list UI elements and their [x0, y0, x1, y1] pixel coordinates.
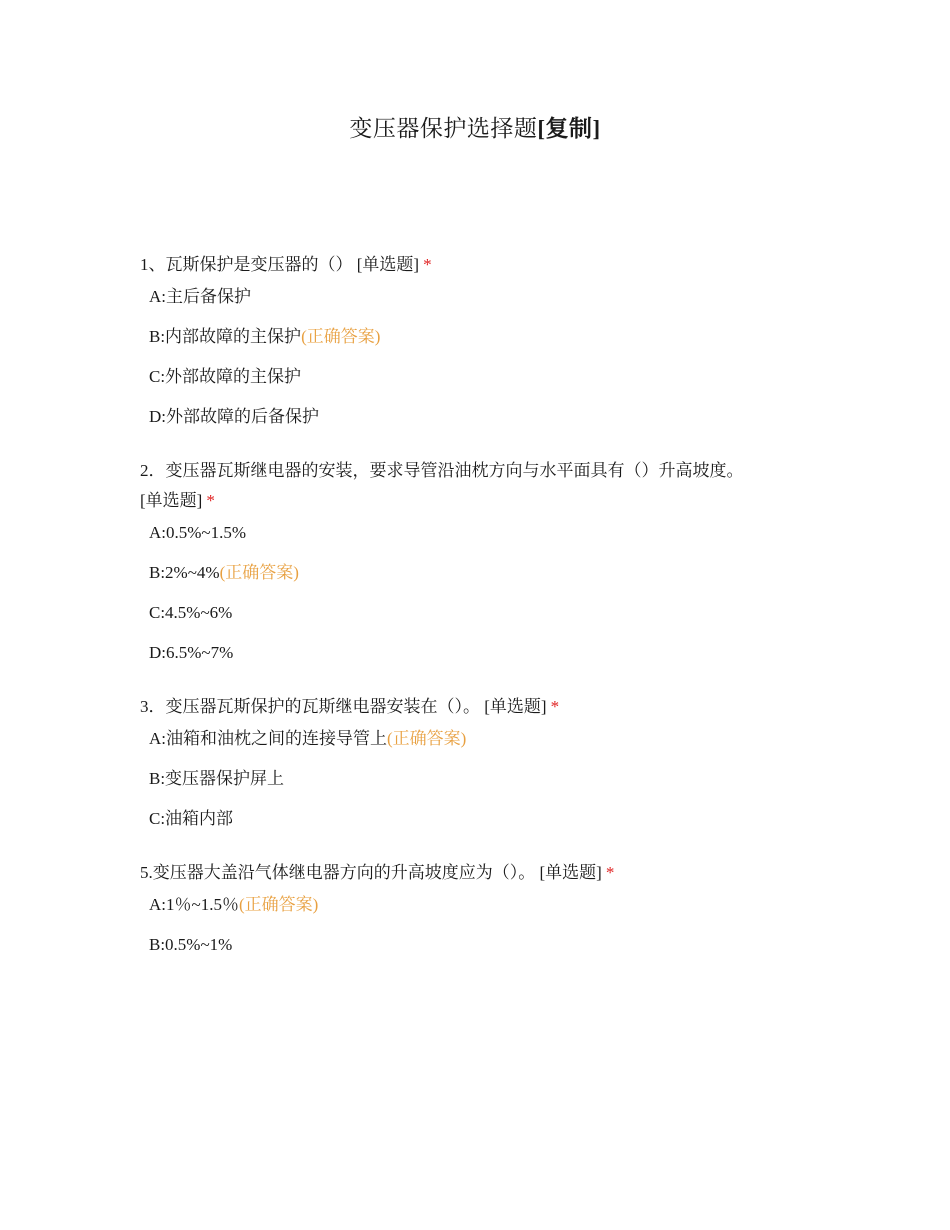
required-mark: *	[550, 697, 560, 716]
question-text: 1、瓦斯保护是变压器的（）	[140, 255, 357, 274]
question-type: [单选题]	[484, 697, 547, 716]
question-type: [单选题]	[140, 491, 203, 510]
option-text: A:油箱和油枕之间的连接导管上	[149, 729, 387, 748]
correct-answer-label: (正确答案)	[238, 895, 319, 914]
option-item	[149, 522, 820, 544]
option-item	[149, 768, 820, 790]
option-item	[149, 562, 820, 584]
question-stem	[140, 456, 820, 516]
correct-answer-label: (正确答案)	[387, 729, 467, 748]
question-3	[140, 692, 820, 830]
option-item	[149, 728, 820, 750]
question-stem	[140, 250, 820, 280]
option-text: B:变压器保护屏上	[149, 769, 285, 788]
required-mark: *	[605, 863, 615, 882]
title-suffix: [复制]	[537, 116, 601, 141]
required-mark: *	[206, 491, 215, 510]
option-item	[149, 894, 820, 916]
question-text: 2．变压器瓦斯继电器的安装，要求导管沿油枕方向与水平面具有（）升高坡度。	[140, 461, 744, 480]
correct-answer-label: (正确答案)	[219, 563, 299, 582]
question-2	[140, 456, 820, 664]
question-type: [单选题]	[356, 255, 420, 274]
question-list	[140, 250, 820, 984]
option-text: C:外部故障的主保护	[149, 367, 302, 386]
question-1	[140, 250, 820, 428]
question-type: [单选题]	[539, 863, 602, 882]
option-item	[149, 286, 820, 308]
option-text: A:0.5%~1.5%	[149, 523, 247, 542]
option-item	[149, 934, 820, 956]
title-text: 变压器保护选择题	[349, 116, 538, 141]
option-item	[149, 602, 820, 624]
option-text: B:2%~4%	[149, 563, 220, 582]
option-text: B:0.5%~1%	[149, 935, 233, 954]
option-item	[149, 808, 820, 830]
question-stem	[140, 858, 820, 888]
option-text: D:6.5%~7%	[149, 643, 234, 662]
option-text: A:1％~1.5％	[149, 895, 239, 914]
page-title	[0, 110, 950, 143]
option-text: C:油箱内部	[149, 809, 234, 828]
option-item	[149, 326, 820, 348]
question-stem	[140, 692, 820, 722]
question-text: 3．变压器瓦斯保护的瓦斯继电器安装在（）。	[140, 697, 485, 716]
correct-answer-label: (正确答案)	[301, 327, 381, 346]
option-text: A:主后备保护	[149, 287, 251, 306]
question-5	[140, 858, 820, 956]
question-text: 5.变压器大盖沿气体继电器方向的升高坡度应为（）。	[140, 863, 540, 882]
option-item	[149, 406, 820, 428]
required-mark: *	[423, 255, 432, 274]
option-text: D:外部故障的后备保护	[149, 407, 319, 426]
option-item	[149, 642, 820, 664]
option-item	[149, 366, 820, 388]
option-text: B:内部故障的主保护	[149, 327, 302, 346]
option-text: C:4.5%~6%	[149, 603, 233, 622]
